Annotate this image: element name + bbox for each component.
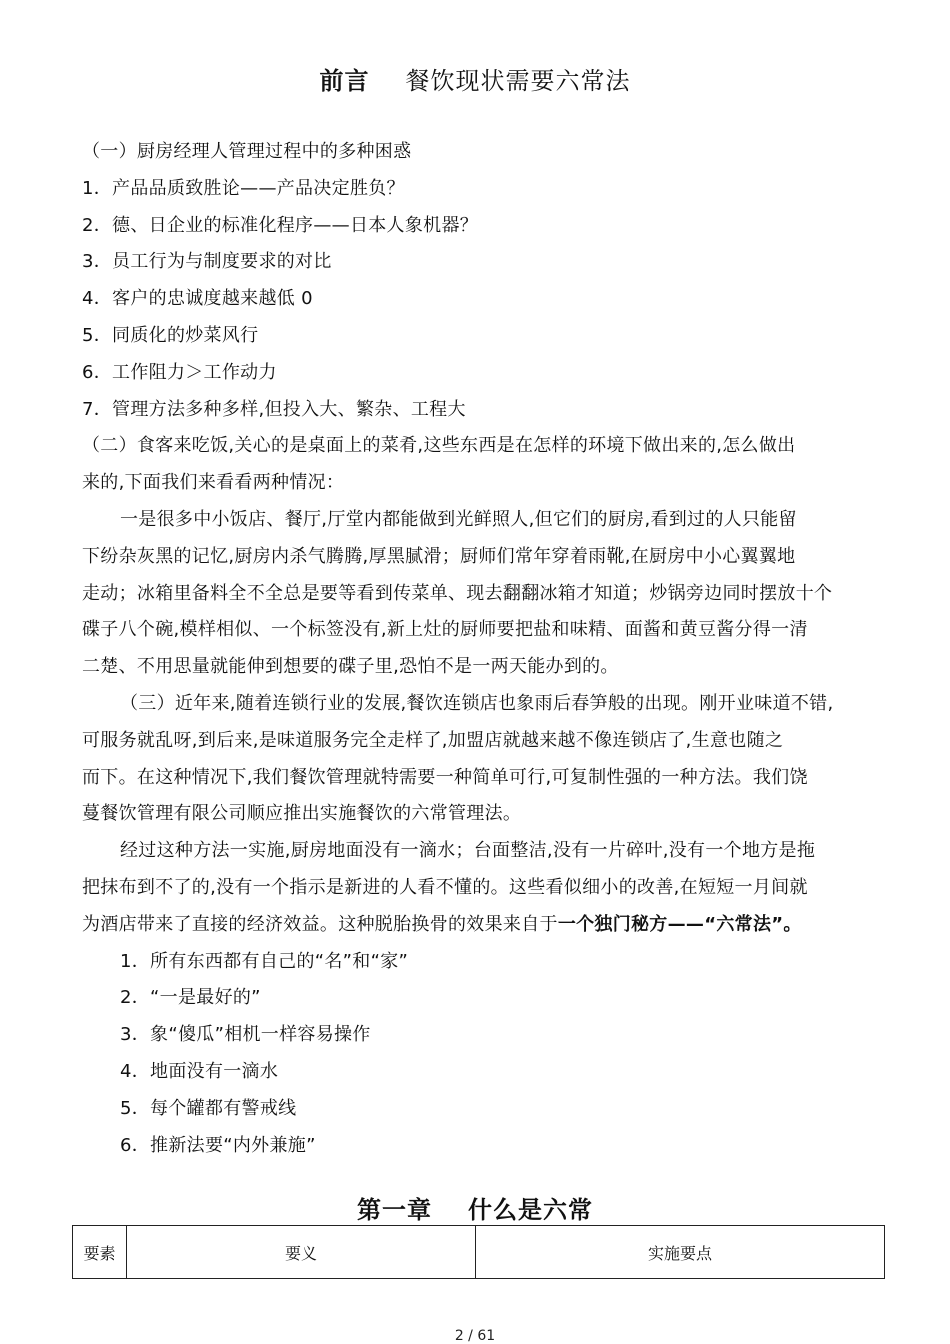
table-header-row	[73, 1226, 885, 1279]
chapter-name: 什么是六常	[468, 1196, 593, 1224]
list-item: 1．所有东西都有自己的“名”和“家”	[120, 950, 409, 972]
list-item: 4．客户的忠诚度越来越低 0	[82, 288, 313, 310]
paragraph-line: 而下。在这种情况下,我们餐饮管理就特需要一种简单可行,可复制性强的一种方法。我们饶	[82, 766, 808, 788]
chapter-number: 第一章	[357, 1196, 432, 1224]
column-header-element: 要素	[73, 1226, 127, 1279]
paragraph-line: 二楚、不用思量就能伸到想要的碟子里,恐怕不是一两天能办到的。	[82, 656, 619, 678]
list-item: 3．象“傻瓜”相机一样容易操作	[120, 1024, 371, 1046]
list-item: 4．地面没有一滴水	[120, 1060, 279, 1082]
title-text: 餐饮现状需要六常法	[405, 67, 631, 95]
paragraph-line: 碟子八个碗,模样相似、一个标签没有,新上灶的厨师要把盐和味精、面酱和黄豆酱分得一清	[82, 619, 808, 641]
list-item: 6．工作阻力＞工作动力	[82, 361, 277, 383]
list-item: 2．德、日企业的标准化程序——日本人象机器？	[82, 214, 479, 236]
section1-heading: （一）厨房经理人管理过程中的多种困惑	[82, 141, 412, 162]
list-item: 3．员工行为与制度要求的对比	[82, 251, 332, 273]
column-header-meaning: 要义	[127, 1226, 476, 1279]
paragraph-line: 经过这种方法一实施,厨房地面没有一滴水；台面整洁,没有一片碎叶,没有一个地方是拖	[120, 840, 816, 862]
title-prefix: 前言	[319, 67, 370, 95]
paragraph-line: 来的,下面我们来看看两种情况：	[82, 472, 345, 494]
page-number: 2 / 61	[454, 1328, 496, 1344]
section3-heading: （三）近年来,随着连锁行业的发展,餐饮连锁店也象雨后春笋般的出现。刚开业味道不错,	[120, 692, 834, 714]
chapter-title	[0, 1192, 950, 1228]
paragraph-text: 为酒店带来了直接的经济效益。这种脱胎换骨的效果来自于	[82, 913, 558, 935]
paragraph-line: 下纷杂灰黑的记忆,厨房内杀气腾腾,厚黑腻滑；厨师们常年穿着雨靴,在厨房中小心翼翼地	[82, 545, 796, 567]
list-item: 5．每个罐都有警戒线	[120, 1097, 297, 1119]
list-item: 5．同质化的炒菜风行	[82, 324, 259, 346]
paragraph-line: 可服务就乱呀,到后来,是味道服务完全走样了,加盟店就越来越不像连锁店了,生意也随之	[82, 729, 784, 751]
section2-heading: （二）食客来吃饭,关心的是桌面上的菜肴,这些东西是在怎样的环境下做出来的,怎么做出	[82, 435, 796, 457]
page-title	[0, 64, 950, 98]
list-item: 6．推新法要“内外兼施”	[120, 1134, 316, 1156]
list-item: 2．“一是最好的”	[120, 987, 261, 1009]
list-item: 1．产品品质致胜论——产品决定胜负？	[82, 177, 405, 199]
six-s-table	[72, 1225, 885, 1279]
paragraph-line: 走动；冰箱里备料全不全总是要等看到传菜单、现去翻翻冰箱才知道；炒锅旁边同时摆放十个	[82, 582, 833, 604]
column-header-key-points: 实施要点	[476, 1226, 885, 1279]
emphasis-text: 一个独门秘方——“六常法”。	[557, 913, 802, 935]
list-item: 7．管理方法多种多样,但投入大、繁杂、工程大	[82, 398, 466, 420]
paragraph-line: 一是很多中小饭店、餐厅,厅堂内都能做到光鲜照人,但它们的厨房,看到过的人只能留	[120, 508, 797, 530]
paragraph-line: 把抹布到不了的,没有一个指示是新进的人看不懂的。这些看似细小的改善,在短短一月间就	[82, 876, 808, 898]
document-body	[82, 134, 882, 1164]
paragraph-line	[82, 907, 882, 944]
paragraph-line: 蔓餐饮管理有限公司顺应推出实施餐饮的六常管理法。	[82, 803, 522, 825]
